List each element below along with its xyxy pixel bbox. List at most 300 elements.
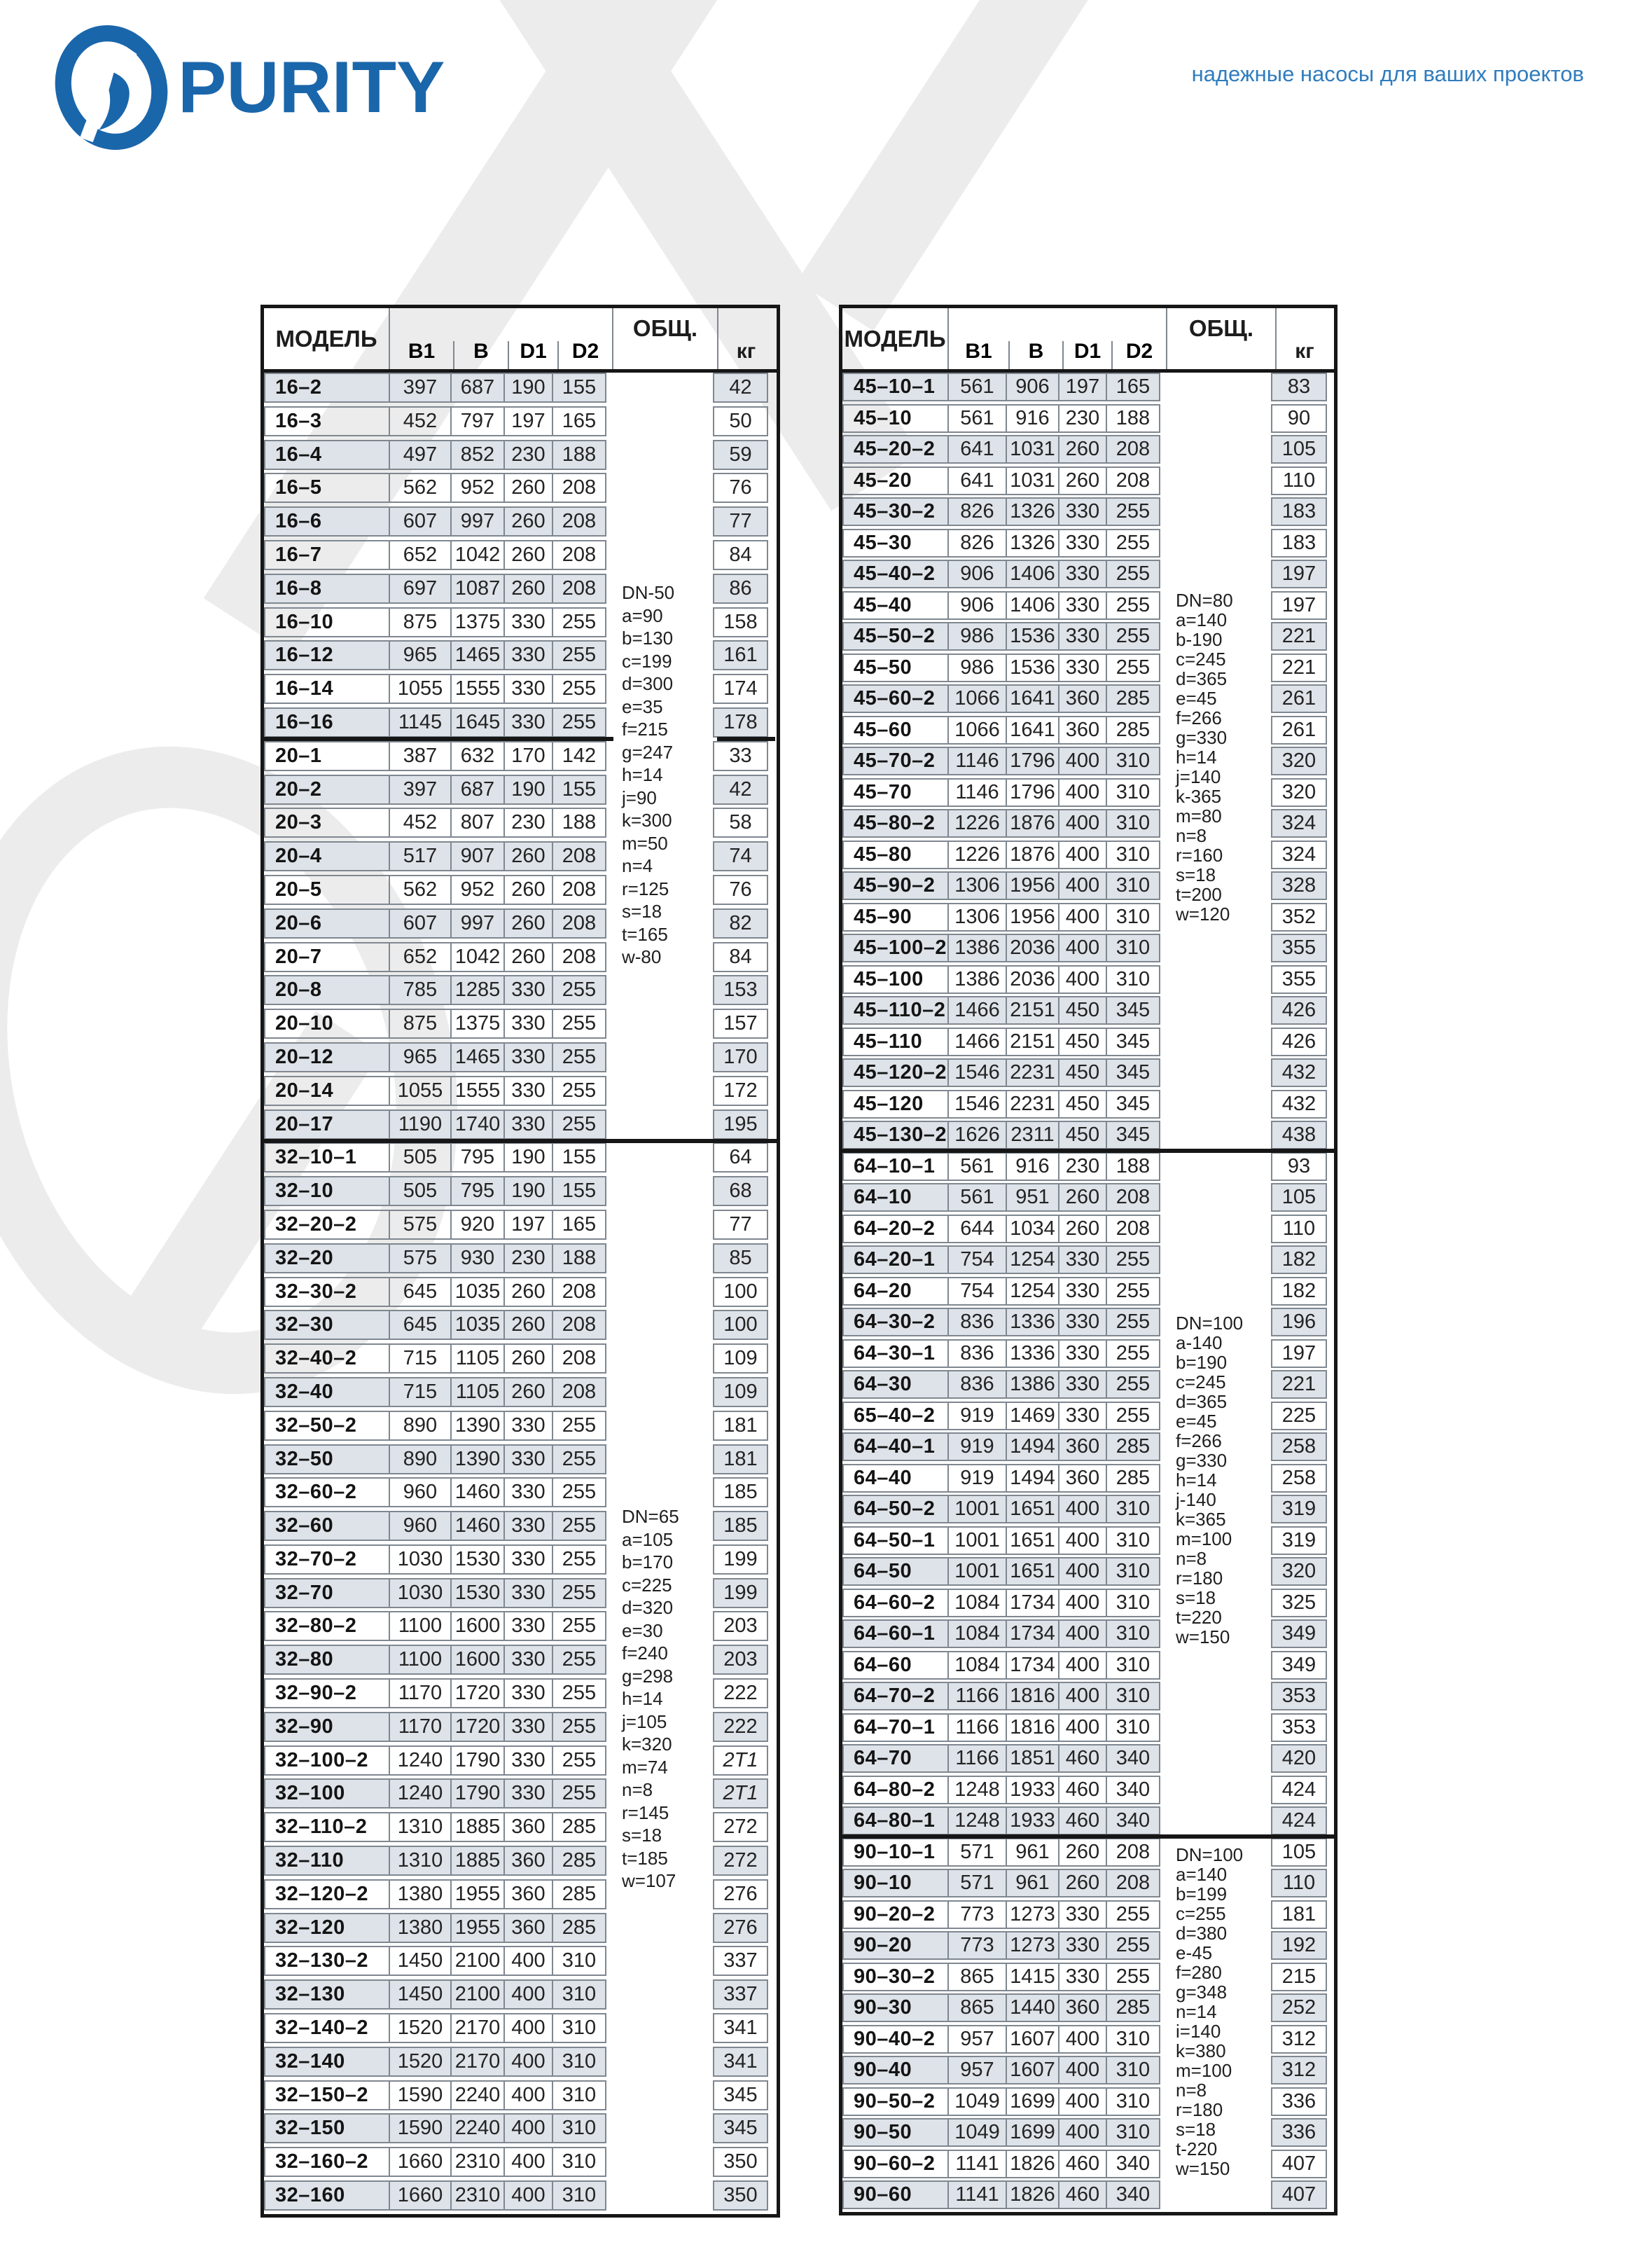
- table-row: [842, 1277, 1334, 1306]
- kg-cell: 203: [713, 1611, 768, 1641]
- model-cell: 16–6: [264, 506, 390, 537]
- d2-cell: 310: [552, 2047, 606, 2077]
- model-cell: 32–10–1: [264, 1142, 390, 1173]
- table-row: [842, 1619, 1334, 1648]
- b-cell: 1415: [1006, 1963, 1059, 1991]
- column-header-d1: D1: [520, 340, 547, 363]
- spec-line: m=80: [1176, 805, 1222, 827]
- d2-cell: 310: [552, 2080, 606, 2110]
- model-cell: 45–70–2: [842, 747, 949, 775]
- b1-cell: 397: [389, 775, 452, 805]
- model-cell: 16–12: [264, 640, 390, 670]
- spec-line: w=107: [622, 1870, 676, 1891]
- model-cell: 32–50–2: [264, 1411, 390, 1441]
- model-cell: 32–110: [264, 1846, 390, 1876]
- b-cell: 795: [450, 1176, 505, 1206]
- b1-cell: 607: [389, 908, 452, 939]
- b-cell: 1035: [450, 1310, 505, 1340]
- kg-cell: 350: [713, 2180, 768, 2211]
- b-cell: 916: [1006, 1152, 1059, 1181]
- spec-line: t=200: [1176, 884, 1222, 905]
- d2-cell: 155: [552, 1142, 606, 1173]
- b-cell: 1734: [1006, 1651, 1059, 1680]
- spec-line: r=125: [622, 878, 669, 899]
- obsh-spacer-cell: [606, 1009, 713, 1039]
- b1-cell: 773: [947, 1931, 1007, 1960]
- d2-cell: 310: [1106, 1526, 1160, 1555]
- b-cell: 1375: [450, 1009, 505, 1039]
- b1-cell: 960: [389, 1511, 452, 1541]
- d1-cell: 360: [1058, 1993, 1107, 2022]
- b-cell: 1326: [1006, 497, 1059, 526]
- b-cell: 1494: [1006, 1432, 1059, 1461]
- spec-line: s=18: [1176, 864, 1216, 885]
- b-cell: 906: [1006, 373, 1059, 401]
- d2-cell: 155: [552, 1176, 606, 1206]
- d1-cell: 360: [1058, 684, 1107, 713]
- b-cell: 952: [450, 875, 505, 905]
- table-row: [842, 1058, 1334, 1087]
- spec-line: k=365: [1176, 1509, 1226, 1530]
- b-cell: 1440: [1006, 1993, 1059, 2022]
- d1-cell: 330: [503, 1511, 553, 1541]
- model-cell: 45–100: [842, 965, 949, 994]
- model-cell: 16–5: [264, 473, 390, 503]
- d1-cell: 460: [1058, 2150, 1107, 2178]
- purity-logo-text: PURITY: [178, 47, 445, 128]
- column-header-model: МОДЕЛЬ: [264, 308, 390, 369]
- d1-cell: 450: [1058, 1090, 1107, 1119]
- kg-cell: 161: [713, 640, 768, 670]
- obsh-spec-block: [622, 583, 674, 971]
- model-cell: 45–120–2: [842, 1058, 949, 1087]
- model-cell: 45–60–2: [842, 684, 949, 713]
- table-row: [264, 440, 777, 470]
- b-cell: 1254: [1006, 1277, 1059, 1306]
- model-cell: 32–100–2: [264, 1745, 390, 1776]
- table-row: [264, 1277, 777, 1307]
- model-cell: 45–20–2: [842, 435, 949, 464]
- b-cell: 1042: [450, 540, 505, 570]
- kg-cell: 345: [713, 2080, 768, 2110]
- table-row: [842, 1900, 1334, 1929]
- d1-cell: 197: [1058, 373, 1107, 401]
- spec-line: m=50: [622, 832, 668, 854]
- table-row: [842, 903, 1334, 932]
- b1-cell: 1226: [947, 809, 1007, 838]
- table-row: [842, 1682, 1334, 1710]
- table-row: [842, 2056, 1334, 2084]
- obsh-spacer-cell: [1160, 435, 1271, 464]
- obsh-spacer-cell: [1160, 1682, 1271, 1710]
- kg-cell: 33: [713, 741, 768, 771]
- d2-cell: 285: [1106, 1432, 1160, 1461]
- spec-line: j-140: [1176, 1489, 1216, 1510]
- d1-cell: 330: [503, 607, 553, 637]
- b1-cell: 1055: [389, 1076, 452, 1106]
- kg-cell: 105: [1271, 435, 1327, 464]
- b1-cell: 1306: [947, 903, 1007, 932]
- table-row: [842, 1090, 1334, 1119]
- kg-cell: 76: [713, 473, 768, 503]
- model-cell: 45–30: [842, 529, 949, 558]
- d1-cell: 230: [503, 1243, 553, 1273]
- d1-cell: 400: [503, 2013, 553, 2043]
- d1-cell: 400: [503, 1946, 553, 1976]
- b1-cell: 919: [947, 1432, 1007, 1461]
- obsh-spacer-cell: [1160, 466, 1271, 495]
- d1-cell: 400: [1058, 1589, 1107, 1617]
- model-cell: 16–3: [264, 406, 390, 436]
- b1-cell: 517: [389, 841, 452, 871]
- group-divider: [717, 737, 775, 741]
- d2-cell: 255: [1106, 1963, 1160, 1991]
- b-cell: 632: [450, 741, 505, 771]
- table-row: [264, 1812, 777, 1842]
- spec-table-right: [839, 305, 1337, 2215]
- b-cell: 930: [450, 1243, 505, 1273]
- spec-line: c=225: [622, 1574, 672, 1596]
- d2-cell: 255: [552, 1109, 606, 1140]
- kg-cell: 100: [713, 1310, 768, 1340]
- d1-cell: 360: [1058, 1464, 1107, 1493]
- table-body: [842, 373, 1334, 2209]
- b1-cell: 754: [947, 1245, 1007, 1274]
- table-row: [842, 1495, 1334, 1523]
- b1-cell: 1166: [947, 1682, 1007, 1710]
- model-cell: 32–70–2: [264, 1544, 390, 1575]
- b1-cell: 965: [389, 1042, 452, 1072]
- table-row: [264, 1645, 777, 1675]
- b1-cell: 1001: [947, 1495, 1007, 1523]
- d2-cell: 310: [1106, 1713, 1160, 1742]
- b1-cell: 1380: [389, 1879, 452, 1909]
- d2-cell: 255: [552, 674, 606, 704]
- table-body: [264, 373, 777, 2211]
- model-cell: 45–80–2: [842, 809, 949, 838]
- b-cell: 1336: [1006, 1339, 1059, 1368]
- d2-cell: 310: [552, 1979, 606, 2010]
- table-row: [264, 975, 777, 1005]
- b-cell: 1530: [450, 1578, 505, 1608]
- table-row: [842, 1370, 1334, 1399]
- kg-cell: 2T1: [713, 1778, 768, 1809]
- obsh-spacer-cell: [1160, 1090, 1271, 1119]
- obsh-spacer-cell: [1160, 1806, 1271, 1835]
- b-cell: 1034: [1006, 1215, 1059, 1243]
- model-cell: 20–7: [264, 942, 390, 972]
- table-row: [842, 1526, 1334, 1555]
- b-cell: 1390: [450, 1411, 505, 1441]
- d2-cell: 188: [552, 1243, 606, 1273]
- kg-cell: 197: [1271, 560, 1327, 588]
- d1-cell: 400: [1058, 778, 1107, 807]
- model-cell: 64–70: [842, 1744, 949, 1773]
- spec-line: DN=65: [622, 1506, 679, 1527]
- model-cell: 32–40–2: [264, 1343, 390, 1374]
- obsh-spec-block: [622, 1507, 679, 1895]
- obsh-spacer-cell: [1160, 1776, 1271, 1804]
- model-cell: 45–80: [842, 841, 949, 869]
- spec-line: w=150: [1176, 1626, 1230, 1647]
- d2-cell: 340: [1106, 1806, 1160, 1835]
- table-row: [264, 1109, 777, 1140]
- d2-cell: 345: [1106, 1090, 1160, 1119]
- kg-cell: 84: [713, 942, 768, 972]
- d2-cell: 165: [1106, 373, 1160, 401]
- obsh-spacer-cell: [606, 1310, 713, 1340]
- spec-line: m=100: [1176, 1528, 1232, 1549]
- b1-cell: 497: [389, 440, 452, 470]
- kg-cell: 197: [1271, 1339, 1327, 1368]
- d2-cell: 188: [1106, 1152, 1160, 1181]
- obsh-spacer-cell: [606, 2047, 713, 2077]
- spec-line: e=45: [1176, 688, 1217, 709]
- table-row: [264, 1076, 777, 1106]
- d1-cell: 330: [1058, 1277, 1107, 1306]
- d2-cell: 255: [1106, 1308, 1160, 1336]
- obsh-spacer-cell: [606, 373, 713, 403]
- table-row: [264, 1477, 777, 1507]
- b1-cell: 890: [389, 1411, 452, 1441]
- d2-cell: 208: [1106, 1215, 1160, 1243]
- table-row: [842, 497, 1334, 526]
- b-cell: 1885: [450, 1846, 505, 1876]
- d1-cell: 330: [503, 1444, 553, 1474]
- spec-line: d=320: [622, 1597, 674, 1618]
- b-cell: 687: [450, 775, 505, 805]
- kg-cell: 50: [713, 406, 768, 436]
- d2-cell: 310: [1106, 841, 1160, 869]
- b-cell: 1536: [1006, 622, 1059, 651]
- obsh-spacer-cell: [606, 2180, 713, 2211]
- b1-cell: 826: [947, 529, 1007, 558]
- d1-cell: 330: [1058, 497, 1107, 526]
- d2-cell: 255: [552, 1645, 606, 1675]
- kg-cell: 426: [1271, 1028, 1327, 1056]
- d1-cell: 400: [1058, 934, 1107, 962]
- obsh-spacer-cell: [1160, 1028, 1271, 1056]
- b1-cell: 641: [947, 466, 1007, 495]
- model-cell: 32–70: [264, 1578, 390, 1608]
- kg-cell: 341: [713, 2047, 768, 2077]
- kg-cell: 170: [713, 1042, 768, 1072]
- b-cell: 1933: [1006, 1806, 1059, 1835]
- spec-line: f=266: [1176, 707, 1222, 728]
- b-cell: 916: [1006, 404, 1059, 433]
- d2-cell: 165: [552, 1210, 606, 1240]
- d2-cell: 208: [552, 1310, 606, 1340]
- b-cell: 951: [1006, 1183, 1059, 1212]
- obsh-spacer-cell: [606, 2013, 713, 2043]
- d2-cell: 310: [1106, 2087, 1160, 2116]
- d1-cell: 360: [503, 1879, 553, 1909]
- table-header: [842, 308, 1334, 373]
- b-cell: 2151: [1006, 1028, 1059, 1056]
- b1-cell: 1386: [947, 965, 1007, 994]
- spec-line: t=185: [622, 1847, 668, 1869]
- spec-line: g=247: [622, 741, 674, 763]
- b1-cell: 1049: [947, 2087, 1007, 2116]
- d1-cell: 330: [503, 1778, 553, 1809]
- d2-cell: 310: [552, 1946, 606, 1976]
- kg-cell: 181: [713, 1444, 768, 1474]
- model-cell: 20–2: [264, 775, 390, 805]
- d2-cell: 255: [1106, 591, 1160, 620]
- column-header-dim-group: [949, 308, 1166, 369]
- b-cell: 1031: [1006, 466, 1059, 495]
- b1-cell: 875: [389, 607, 452, 637]
- table-row: [264, 1574, 777, 1608]
- table-row: [264, 908, 777, 939]
- table-row: [842, 1215, 1334, 1243]
- model-cell: 32–130: [264, 1979, 390, 2010]
- b-cell: 1720: [450, 1678, 505, 1708]
- d1-cell: 330: [503, 1712, 553, 1742]
- table-row: [842, 1121, 1334, 1149]
- b1-cell: 1520: [389, 2047, 452, 2077]
- spec-line: g=298: [622, 1665, 674, 1687]
- b-cell: 997: [450, 506, 505, 537]
- d2-cell: 310: [1106, 1589, 1160, 1617]
- table-row: [842, 1651, 1334, 1680]
- b1-cell: 957: [947, 2025, 1007, 2054]
- kg-cell: 319: [1271, 1526, 1327, 1555]
- d2-cell: 255: [552, 1678, 606, 1708]
- kg-cell: 42: [713, 373, 768, 403]
- b1-cell: 1386: [947, 934, 1007, 962]
- table-row: [264, 1176, 777, 1206]
- table-row: [842, 1993, 1334, 2022]
- model-cell: 20–14: [264, 1076, 390, 1106]
- b1-cell: 1226: [947, 841, 1007, 869]
- d2-cell: 345: [1106, 996, 1160, 1025]
- table-row: [842, 560, 1334, 588]
- obsh-spacer-cell: [606, 1210, 713, 1240]
- spec-line: k=300: [622, 810, 672, 831]
- kg-cell: 432: [1271, 1090, 1327, 1119]
- group-divider: [264, 737, 613, 741]
- d1-cell: 330: [1058, 1370, 1107, 1399]
- spec-line: t=220: [1176, 1607, 1222, 1628]
- table-row: [264, 473, 777, 503]
- b-cell: 2036: [1006, 965, 1059, 994]
- d1-cell: 260: [503, 1277, 553, 1307]
- kg-cell: 319: [1271, 1495, 1327, 1523]
- b1-cell: 865: [947, 1993, 1007, 2022]
- b1-cell: 562: [389, 875, 452, 905]
- model-cell: 64–80–2: [842, 1776, 949, 1804]
- group-divider: [264, 1139, 777, 1143]
- spec-line: c=199: [622, 650, 672, 672]
- b-cell: 1641: [1006, 684, 1059, 713]
- b-cell: 1876: [1006, 809, 1059, 838]
- kg-cell: 221: [1271, 1370, 1327, 1399]
- d2-cell: 285: [1106, 1464, 1160, 1493]
- kg-cell: 215: [1271, 1963, 1327, 1991]
- table-row: [842, 965, 1334, 994]
- b-cell: 1826: [1006, 2150, 1059, 2178]
- table-row: [264, 1913, 777, 1943]
- d1-cell: 260: [503, 942, 553, 972]
- table-row: [842, 1152, 1334, 1181]
- table-row: [264, 1243, 777, 1273]
- d1-cell: 190: [503, 1142, 553, 1173]
- d2-cell: 255: [552, 1712, 606, 1742]
- b1-cell: 960: [389, 1477, 452, 1507]
- model-cell: 32–20: [264, 1243, 390, 1273]
- kg-cell: 90: [1271, 404, 1327, 433]
- model-cell: 32–10: [264, 1176, 390, 1206]
- group-divider: [842, 1149, 1334, 1153]
- b1-cell: 1084: [947, 1619, 1007, 1648]
- kg-cell: 42: [713, 775, 768, 805]
- d1-cell: 450: [1058, 996, 1107, 1025]
- obsh-spacer-cell: [1160, 1058, 1271, 1087]
- kg-cell: 258: [1271, 1464, 1327, 1493]
- column-header-obsh: ОБЩ.: [1166, 308, 1277, 369]
- d2-cell: 255: [1106, 560, 1160, 588]
- d2-cell: 255: [552, 1745, 606, 1776]
- b-cell: 1740: [450, 1109, 505, 1140]
- kg-cell: 76: [713, 875, 768, 905]
- d2-cell: 255: [552, 1477, 606, 1507]
- b-cell: 1699: [1006, 2087, 1059, 2116]
- model-cell: 45–50–2: [842, 622, 949, 651]
- model-cell: 32–160: [264, 2180, 390, 2211]
- model-cell: 16–10: [264, 607, 390, 637]
- kg-cell: 82: [713, 908, 768, 939]
- d2-cell: 208: [552, 574, 606, 604]
- b1-cell: 571: [947, 1838, 1007, 1867]
- kg-cell: 153: [713, 975, 768, 1005]
- kg-cell: 58: [713, 808, 768, 838]
- d1-cell: 400: [1058, 747, 1107, 775]
- model-cell: 64–60: [842, 1651, 949, 1680]
- kg-cell: 432: [1271, 1058, 1327, 1087]
- d1-cell: 460: [1058, 2180, 1107, 2209]
- d2-cell: 255: [552, 1611, 606, 1641]
- d2-cell: 208: [552, 1343, 606, 1374]
- d1-cell: 230: [503, 440, 553, 470]
- d1-cell: 190: [503, 775, 553, 805]
- obsh-spacer-cell: [1160, 1713, 1271, 1742]
- d1-cell: 360: [503, 1812, 553, 1842]
- table-row: [264, 1544, 777, 1575]
- b1-cell: 1030: [389, 1578, 452, 1608]
- obsh-spacer-cell: [606, 1277, 713, 1307]
- d2-cell: 255: [552, 1076, 606, 1106]
- d2-cell: 345: [1106, 1058, 1160, 1087]
- column-header-d2: D2: [571, 340, 599, 363]
- spec-line: DN=100: [1176, 1844, 1244, 1865]
- model-cell: 64–70–1: [842, 1713, 949, 1742]
- b-cell: 1645: [450, 707, 505, 738]
- model-cell: 20–5: [264, 875, 390, 905]
- obsh-spacer-cell: [606, 2113, 713, 2143]
- obsh-spacer-cell: [1160, 2180, 1271, 2209]
- model-cell: 64–50–2: [842, 1495, 949, 1523]
- d2-cell: 310: [552, 2013, 606, 2043]
- d1-cell: 260: [503, 1343, 553, 1374]
- table-row: [264, 506, 777, 537]
- b-cell: 1460: [450, 1511, 505, 1541]
- b1-cell: 1310: [389, 1846, 452, 1876]
- spec-line: s=18: [622, 901, 662, 922]
- model-cell: 90–40–2: [842, 2025, 949, 2054]
- spec-line: d=300: [622, 673, 674, 694]
- table-row: [264, 2113, 777, 2143]
